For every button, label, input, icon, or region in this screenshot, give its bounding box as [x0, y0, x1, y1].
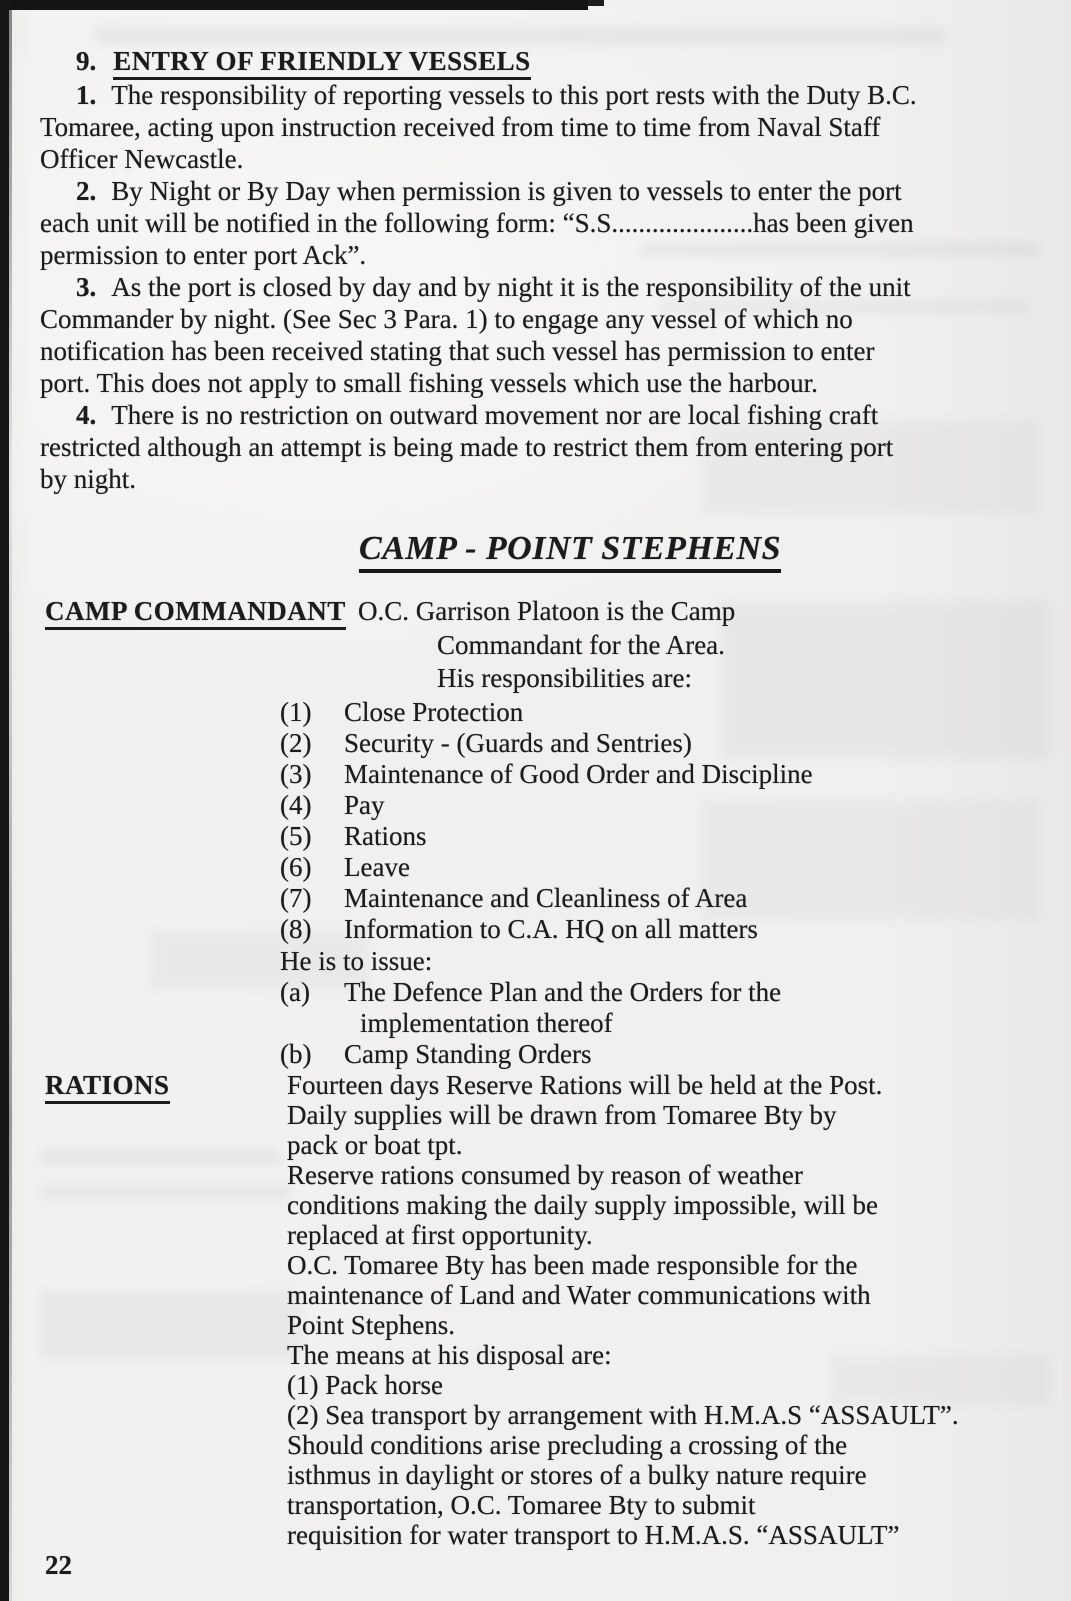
- body-line: He is to issue:: [280, 946, 433, 976]
- body-line: Point Stephens.: [287, 1310, 456, 1340]
- camp-title-row: [120, 530, 1020, 568]
- body-line: Commander by night. (See Sec 3 Para. 1) to engage any vessel of which no: [40, 304, 853, 334]
- body-line: implementation thereof: [360, 1008, 613, 1038]
- body-line: notification has been received stating that such vessel has permission to enter: [40, 336, 875, 366]
- list-item: (6) Leave: [280, 852, 410, 882]
- bleed-through-artifact: [720, 600, 1050, 760]
- bleed-through-artifact: [95, 28, 945, 44]
- scan-edge-artifact-top: [0, 0, 588, 10]
- para-number: 3.: [76, 272, 97, 302]
- body-line: (2) Sea transport by arrangement with H.M.A.S “ASSAULT”.: [287, 1400, 959, 1430]
- body-line: O.C. Garrison Platoon is the Camp: [358, 596, 736, 626]
- body-line: The means at his disposal are:: [287, 1340, 612, 1370]
- body-line: (1) Pack horse: [287, 1370, 443, 1400]
- camp-commandant-heading: CAMP COMMANDANT: [45, 596, 346, 626]
- body-line: Reserve rations consumed by reason of weather: [287, 1160, 803, 1190]
- body-line: restricted although an attempt is being made to restrict them from entering port: [40, 432, 894, 462]
- scan-edge-artifact-left: [0, 0, 9, 1601]
- body-line: permission to enter port Ack”.: [40, 240, 367, 270]
- bleed-through-artifact: [700, 800, 1040, 920]
- para-number: 2.: [76, 176, 97, 206]
- body-line: 4. There is no restriction on outward movement nor are local fishing craft: [76, 400, 879, 430]
- body-line: transportation, O.C. Tomaree Bty to submit: [287, 1490, 756, 1520]
- body-line: requisition for water transport to H.M.A.S. “ASSAULT”: [287, 1520, 900, 1550]
- body-line: pack or boat tpt.: [287, 1130, 463, 1160]
- body-line: 2. By Night or By Day when permission is given to vessels to enter the port: [76, 176, 902, 206]
- body-line: maintenance of Land and Water communications with: [287, 1280, 871, 1310]
- page-number: 22: [45, 1550, 72, 1580]
- list-item: (b) Camp Standing Orders: [280, 1039, 592, 1069]
- rations-heading: RATIONS: [45, 1070, 170, 1100]
- body-line: Fourteen days Reserve Rations will be held at the Post.: [287, 1070, 883, 1100]
- list-item: (1) Close Protection: [280, 697, 524, 727]
- body-line: Commandant for the Area.: [437, 630, 725, 660]
- bleed-through-artifact: [40, 1150, 280, 1164]
- list-item: (2) Security - (Guards and Sentries): [280, 728, 692, 758]
- body-line: O.C. Tomaree Bty has been made responsible for the: [287, 1250, 858, 1280]
- bleed-through-artifact: [640, 243, 1040, 256]
- list-item: (a) The Defence Plan and the Orders for the: [280, 977, 782, 1007]
- bleed-through-artifact: [40, 1185, 290, 1199]
- section-heading: [76, 46, 531, 76]
- list-item: (7) Maintenance and Cleanliness of Area: [280, 883, 748, 913]
- bleed-through-artifact: [830, 1355, 1050, 1405]
- para-number: 4.: [76, 400, 97, 430]
- body-line: replaced at first opportunity.: [287, 1220, 593, 1250]
- bleed-through-artifact: [40, 1290, 300, 1360]
- body-line: His responsibilities are:: [437, 663, 692, 693]
- body-line: Tomaree, acting upon instruction received from time to time from Naval Staff: [40, 112, 881, 142]
- body-line: port. This does not apply to small fishing vessels which use the harbour.: [40, 368, 818, 398]
- body-line: 1. The responsibility of reporting vessels to this port rests with the Duty B.C.: [76, 80, 917, 110]
- list-item: (3) Maintenance of Good Order and Discipline: [280, 759, 813, 789]
- body-line: each unit will be notified in the following form: “S.S.....................has been given: [40, 208, 914, 238]
- body-line: Should conditions arise precluding a crossing of the: [287, 1430, 848, 1460]
- section-title: ENTRY OF FRIENDLY VESSELS: [113, 46, 530, 80]
- section-number: 9.: [76, 46, 97, 76]
- list-item: (8) Information to C.A. HQ on all matters: [280, 914, 758, 944]
- body-line: by night.: [40, 464, 137, 494]
- body-line: conditions making the daily supply impossible, will be: [287, 1190, 878, 1220]
- list-item: (4) Pay: [280, 790, 385, 820]
- body-line: Daily supplies will be drawn from Tomaree Bty by: [287, 1100, 837, 1130]
- body-line: isthmus in daylight or stores of a bulky nature require: [287, 1460, 867, 1490]
- list-item: (5) Rations: [280, 821, 427, 851]
- para-number: 1.: [76, 80, 97, 110]
- body-line: 3. As the port is closed by day and by night it is the responsibility of the unit: [76, 272, 911, 302]
- body-line: Officer Newcastle.: [40, 144, 244, 174]
- camp-title: CAMP - POINT STEPHENS: [359, 530, 781, 573]
